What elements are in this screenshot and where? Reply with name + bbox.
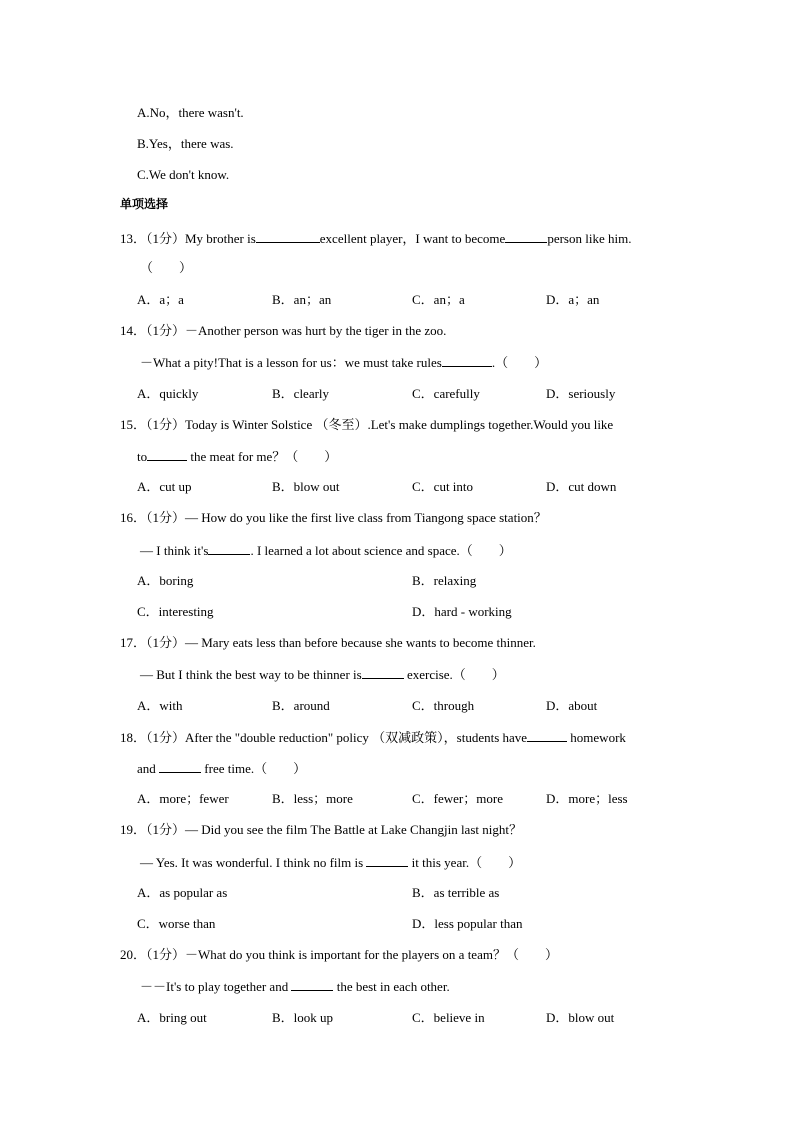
answer-blank (366, 854, 408, 867)
option-b[interactable]: B．as terrible as (412, 885, 500, 900)
option-b[interactable]: B．around (272, 698, 330, 713)
answer-blank (362, 666, 404, 679)
option-d[interactable]: D．more；less (546, 791, 628, 806)
option-d[interactable]: D．less popular than (412, 916, 523, 931)
option-a[interactable]: A．a；a (137, 292, 184, 307)
question-15-cont: to the meat for me？（ ） (137, 449, 338, 464)
answer-blank (147, 448, 187, 461)
option-c[interactable]: C．through (412, 698, 475, 713)
question-19-stem: 19．（1分）— Did you see the film The Battle at Lake Changjin last night？ (120, 822, 522, 837)
option-a[interactable]: A．bring out (137, 1010, 207, 1025)
question-17-reply: — But I think the best way to be thinner is exercise.（ ） (140, 667, 505, 682)
option-b[interactable]: B．an；an (272, 292, 332, 307)
option-d[interactable]: D．about (546, 698, 598, 713)
option-b[interactable]: B．blow out (272, 479, 340, 494)
option-c[interactable]: C．cut into (412, 479, 474, 494)
answer-blank (159, 760, 201, 773)
section-title: 单项选择 (120, 197, 169, 211)
question-16-stem: 16．（1分）— How do you like the first live class from Tiangong space station？ (120, 510, 547, 525)
answer-blank (208, 542, 250, 555)
answer-blank (442, 354, 492, 367)
question-20-stem: 20．（1分）－What do you think is important for the players on a team？（ ） (120, 947, 558, 962)
option-a[interactable]: A．with (137, 698, 183, 713)
question-13-paren: （ ） (140, 260, 193, 275)
answer-blank (527, 729, 567, 742)
question-19-reply: — Yes. It was wonderful. I think no film is it this year.（ ） (140, 855, 522, 870)
option-c[interactable]: C．fewer；more (412, 791, 503, 806)
option-a[interactable]: A．cut up (137, 479, 192, 494)
option-b[interactable]: B．clearly (272, 386, 330, 401)
prev-option-b: B.Yes，there was. (137, 136, 234, 151)
option-d[interactable]: D．blow out (546, 1010, 615, 1025)
answer-blank (505, 230, 547, 243)
option-d[interactable]: D．a；an (546, 292, 600, 307)
answer-blank (291, 978, 333, 991)
option-d[interactable]: D．hard - working (412, 604, 512, 619)
question-18-cont: and free time.（ ） (137, 761, 307, 776)
question-14-reply: －What a pity!That is a lesson for us：we must take rules .（ ） (140, 355, 548, 370)
option-b[interactable]: B．look up (272, 1010, 334, 1025)
option-d[interactable]: D．seriously (546, 386, 616, 401)
option-a[interactable]: A．as popular as (137, 885, 228, 900)
question-18-stem: 18．（1分）After the "double reduction" policy （双减政策），students have homework (120, 730, 626, 745)
option-c[interactable]: C．worse than (137, 916, 216, 931)
option-d[interactable]: D．cut down (546, 479, 617, 494)
question-17-stem: 17．（1分）— Mary eats less than before because she wants to become thinner. (120, 635, 536, 650)
option-c[interactable]: C．believe in (412, 1010, 485, 1025)
option-c[interactable]: C．carefully (412, 386, 480, 401)
option-a[interactable]: A．more；fewer (137, 791, 229, 806)
prev-option-c: C.We don't know. (137, 167, 230, 182)
option-a[interactable]: A．quickly (137, 386, 199, 401)
question-20-reply: －－It's to play together and the best in each other. (140, 979, 450, 994)
option-b[interactable]: B．relaxing (412, 573, 477, 588)
question-15-stem: 15．（1分）Today is Winter Solstice （冬至）.Let's make dumplings together.Would you like (120, 417, 614, 432)
answer-blank (256, 230, 320, 243)
prev-option-a: A.No，there wasn't. (137, 105, 244, 120)
question-14-stem: 14．（1分）－Another person was hurt by the tiger in the zoo. (120, 323, 447, 338)
option-b[interactable]: B．less；more (272, 791, 353, 806)
question-16-reply: — I think it's . I learned a lot about science and space.（ ） (140, 543, 512, 558)
option-c[interactable]: C．an；a (412, 292, 465, 307)
question-13-stem: 13．（1分）My brother is excellent player，I want to become person like him. (120, 231, 632, 246)
option-c[interactable]: C．interesting (137, 604, 214, 619)
option-a[interactable]: A．boring (137, 573, 194, 588)
